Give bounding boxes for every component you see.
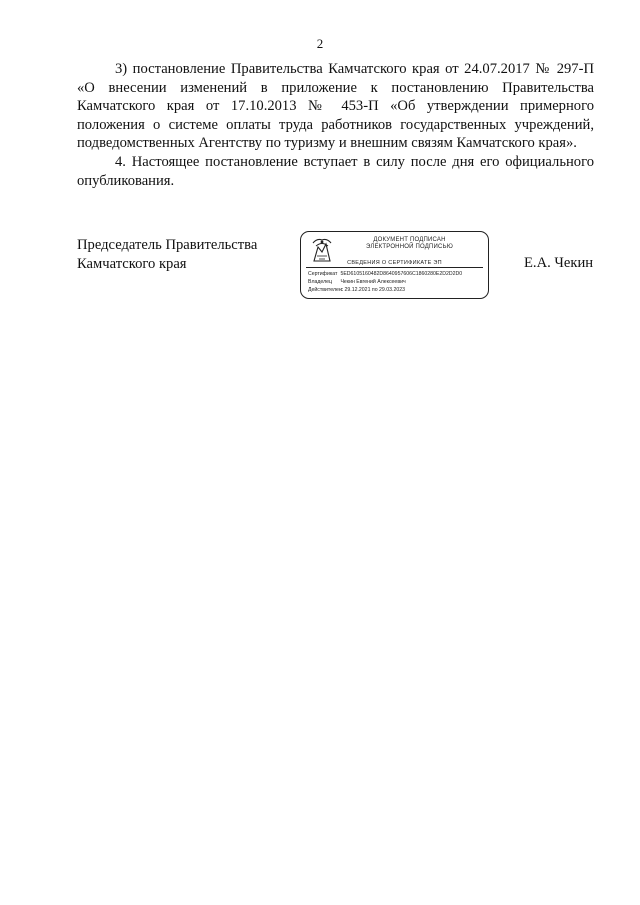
stamp-owner-row bbox=[308, 278, 483, 286]
validity-label: Действителен bbox=[308, 287, 342, 293]
paragraph-item-3: 3) постановление Правительства Камчатского края от 24.07.2017 № 297-П «О внесении изменений в приложение к постановлению Правительства Камчатского края от 17.10.2013 № 453-П «Об утверждении примерного положения о системе оплаты труда работников государственных учреждений, подведомственных Агентству по туризму и внешним связям Камчатского края». bbox=[77, 61, 594, 152]
owner-value: Чекин Евгений Алексеевич bbox=[340, 279, 406, 285]
signatory-position-line2: Камчатского края bbox=[77, 255, 187, 272]
signatory-name: Е.А. Чекин bbox=[524, 255, 594, 271]
stamp-validity-row bbox=[308, 286, 483, 294]
document-body bbox=[77, 60, 594, 190]
page-number: 2 bbox=[316, 36, 324, 51]
owner-label: Владелец bbox=[308, 279, 332, 285]
stamp-certificate-heading: СВЕДЕНИЯ О СЕРТИФИКАТЕ ЭП bbox=[306, 259, 483, 268]
electronic-signature-stamp bbox=[300, 231, 489, 299]
stamp-title-line2: ЭЛЕКТРОННОЙ ПОДПИСЬЮ bbox=[366, 244, 453, 250]
certificate-value: 5ED6105160482D8640957606C1860280E2D2D2D0 bbox=[340, 271, 463, 277]
stamp-title-line1: ДОКУМЕНТ ПОДПИСАН bbox=[373, 237, 446, 243]
validity-value: с 29.12.2021 по 29.03.2023 bbox=[340, 287, 405, 293]
stamp-certificate-row bbox=[308, 270, 483, 278]
signatory-position bbox=[77, 236, 257, 273]
certificate-label: Сертификат bbox=[308, 271, 338, 277]
signatory-position-line1: Председатель Правительства bbox=[77, 237, 258, 253]
paragraph-item-4: 4. Настоящее постановление вступает в силу после дня его официального опубликования. bbox=[77, 153, 594, 189]
stamp-details bbox=[308, 270, 483, 294]
stamp-title bbox=[337, 237, 482, 251]
